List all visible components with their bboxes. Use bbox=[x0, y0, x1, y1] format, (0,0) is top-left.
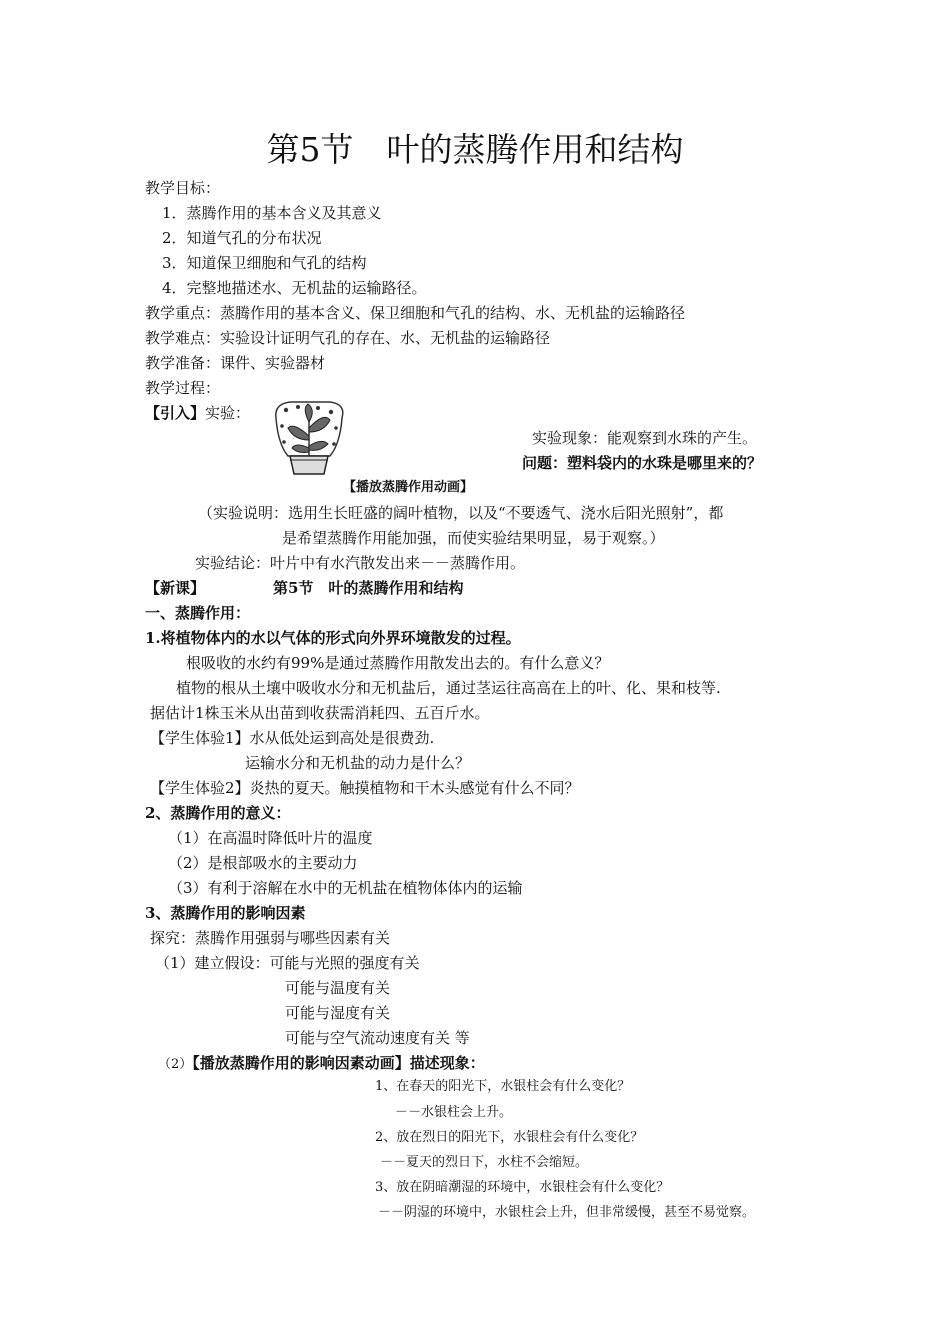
experiment-phenomenon: 实验现象：能观察到水珠的产生。 bbox=[532, 429, 758, 447]
qa-question-1: 1、在春天的阳光下，水银柱会有什么变化？ bbox=[375, 1079, 631, 1094]
significance-item-1: （1）在高温时降低叶片的温度 bbox=[168, 829, 373, 847]
intro-line bbox=[145, 403, 250, 423]
plant-in-bag-illustration bbox=[268, 398, 350, 480]
page-title: 第5节 叶的蒸腾作用和结构 bbox=[266, 130, 684, 169]
objective-item-1: 1．蒸腾作用的基本含义及其意义 bbox=[162, 204, 382, 222]
new-lesson-tag: 【新课】 bbox=[145, 579, 206, 597]
student-experience-1-question: 运输水分和无机盐的动力是什么？ bbox=[245, 754, 471, 772]
key-points: 教学重点：蒸腾作用的基本含义、保卫细胞和气孔的结构、水、无机盐的运输路径 bbox=[145, 304, 686, 322]
inquiry-line: 探究：蒸腾作用强弱与哪些因素有关 bbox=[150, 929, 391, 947]
hypothesis-item-airflow: 可能与空气流动速度有关 等 bbox=[285, 1029, 470, 1047]
significance-item-3: （3）有利于溶解在水中的无机盐在植物体体内的运输 bbox=[168, 879, 523, 897]
qa-answer-3: －－阴湿的环境中，水银柱会上升，但非常缓慢，甚至不易觉察。 bbox=[378, 1205, 756, 1220]
preparation: 教学准备：课件、实验器材 bbox=[145, 354, 326, 372]
qa-question-2: 2、放在烈日的阳光下，水银柱会有什么变化？ bbox=[375, 1130, 644, 1145]
student-experience-2: 【学生体验2】炎热的夏天。触摸植物和干木头感觉有什么不同？ bbox=[150, 779, 580, 797]
experiment-conclusion: 实验结论：叶片中有水汽散发出来－－蒸腾作用。 bbox=[195, 554, 526, 572]
hypothesis-label: （1）建立假设：可能与光照的强度有关 bbox=[155, 954, 420, 972]
step2-number: （2） bbox=[158, 1057, 193, 1072]
new-lesson-title: 第5节 叶的蒸腾作用和结构 bbox=[273, 579, 464, 597]
step2-text: 【播放蒸腾作用的影响因素动画】描述现象： bbox=[192, 1054, 485, 1072]
section1-paragraph-2-line-1: 植物的根从土壤中吸收水分和无机盐后，通过茎运往高高在上的叶、化、果和枝等. bbox=[176, 679, 721, 697]
student-experience-1: 【学生体验1】水从低处运到高处是很费劲. bbox=[150, 729, 435, 747]
process-heading: 教学过程： bbox=[145, 379, 221, 397]
experiment-question: 问题：塑料袋内的水珠是哪里来的？ bbox=[522, 454, 763, 472]
difficulties: 教学难点：实验设计证明气孔的存在、水、无机盐的运输路径 bbox=[145, 329, 551, 347]
hypothesis-item-temperature: 可能与温度有关 bbox=[285, 979, 391, 997]
qa-answer-2: －－夏天的烈日下，水柱不会缩短。 bbox=[380, 1155, 589, 1170]
objective-item-4: 4．完整地描述水、无机盐的运输路径。 bbox=[162, 279, 427, 297]
intro-label: 实验： bbox=[205, 404, 251, 422]
section3-heading: 3、蒸腾作用的影响因素 bbox=[145, 904, 306, 922]
section1-heading: 一、蒸腾作用： bbox=[145, 604, 251, 622]
step2-line bbox=[158, 1053, 485, 1075]
objectives-heading: 教学目标： bbox=[145, 179, 221, 197]
qa-answer-1: －－水银柱会上升。 bbox=[395, 1105, 513, 1120]
significance-item-2: （2）是根部吸水的主要动力 bbox=[168, 854, 358, 872]
intro-tag: 【引入】 bbox=[145, 404, 206, 422]
play-animation-note: 【播放蒸腾作用动画】 bbox=[343, 480, 474, 495]
section1-paragraph-1: 根吸收的水约有99%是通过蒸腾作用散发出去的。有什么意义？ bbox=[186, 654, 610, 672]
transpiration-definition: 1.将植物体内的水以气体的形式向外界环境散发的过程。 bbox=[145, 629, 521, 647]
section1-paragraph-2-line-2: 据估计1株玉米从出苗到收获需消耗四、五百斤水。 bbox=[150, 704, 490, 722]
section2-heading: 2、蒸腾作用的意义： bbox=[145, 804, 291, 822]
objective-item-3: 3．知道保卫细胞和气孔的结构 bbox=[162, 254, 367, 272]
experiment-note-line-2: 是希望蒸腾作用能加强，而使实验结果明显，易于观察。） bbox=[282, 529, 665, 547]
objective-item-2: 2．知道气孔的分布状况 bbox=[162, 229, 322, 247]
experiment-note-line-1: （实验说明：选用生长旺盛的阔叶植物，以及“不要透气、浇水后阳光照射”，都 bbox=[198, 504, 724, 522]
hypothesis-item-humidity: 可能与湿度有关 bbox=[285, 1004, 391, 1022]
qa-question-3: 3、放在阴暗潮湿的环境中，水银柱会有什么变化？ bbox=[375, 1180, 670, 1195]
